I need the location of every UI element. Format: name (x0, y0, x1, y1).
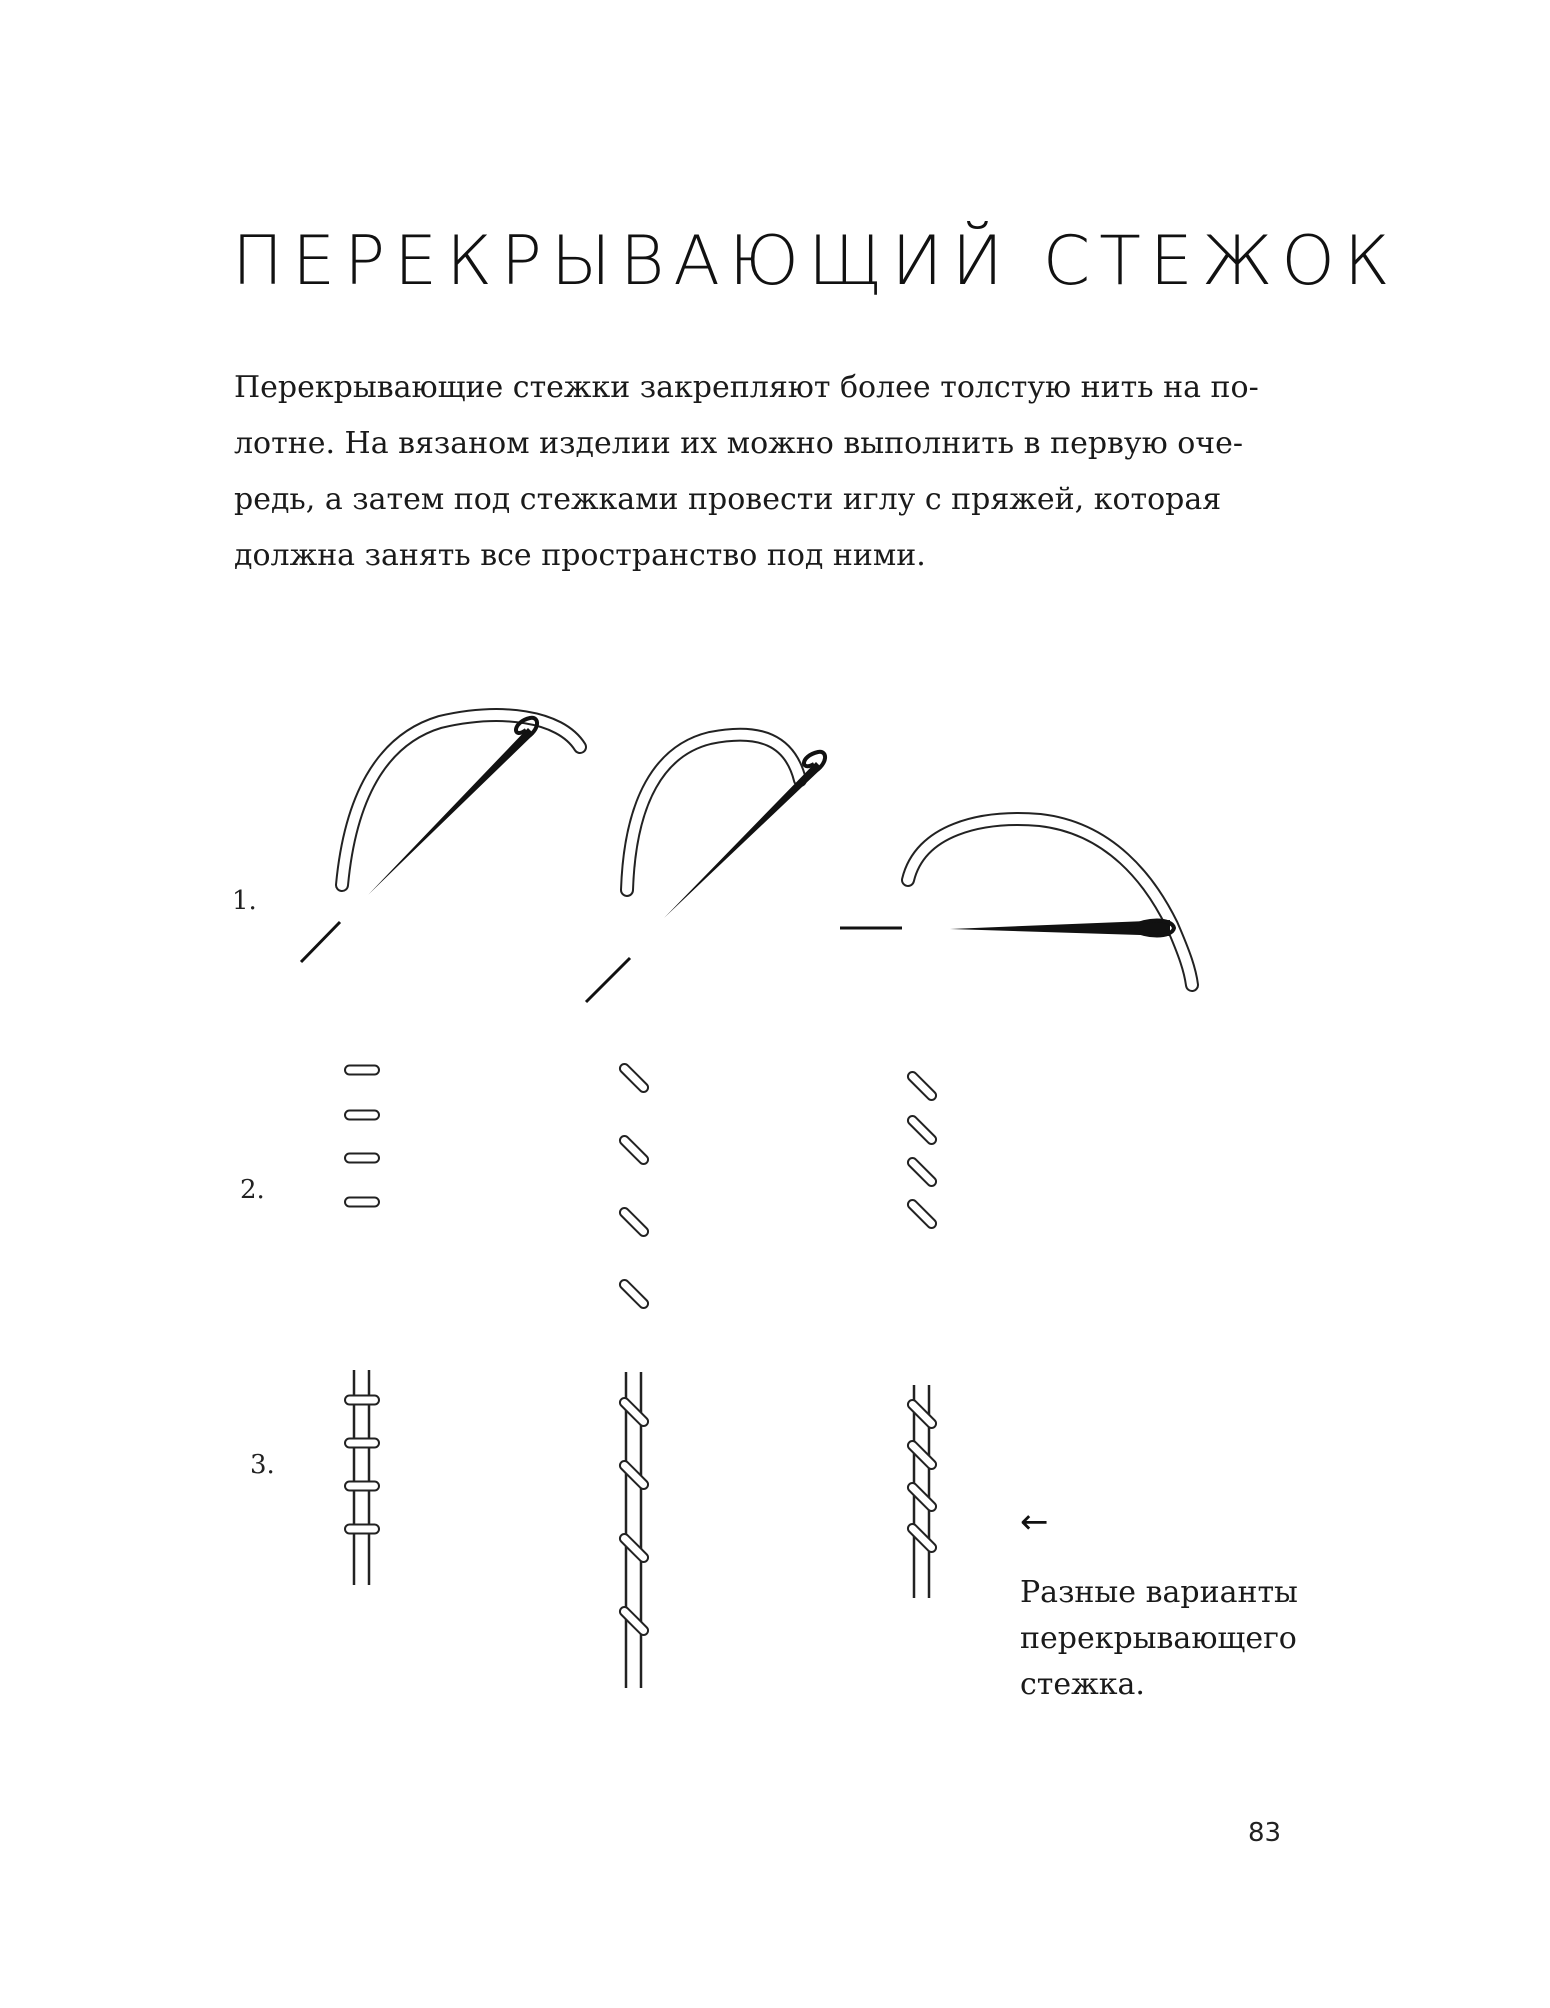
caption-line: стежка. (1020, 1667, 1145, 1702)
needle-tip (301, 922, 340, 962)
stitch (906, 1114, 938, 1146)
step-3-couched-thread-c (906, 1385, 938, 1598)
stitch (618, 1459, 650, 1491)
stitch (906, 1439, 938, 1471)
step-1-needle-b (586, 735, 825, 1002)
stitch (618, 1605, 650, 1637)
stitch (345, 1198, 379, 1207)
stitch (906, 1522, 938, 1554)
stitch (345, 1396, 379, 1405)
stitch (618, 1278, 650, 1310)
step-2-diagonal-stitches-wide (618, 1062, 650, 1310)
row-label-1: 1. (232, 886, 257, 916)
caption-line: перекрывающего (1020, 1621, 1297, 1656)
stitch (906, 1156, 938, 1188)
caption-line: Разные варианты (1020, 1575, 1298, 1610)
needle (664, 762, 822, 918)
stitch (345, 1482, 379, 1491)
arrow-left-icon: ← (1020, 1502, 1049, 1542)
stitch (345, 1111, 379, 1120)
stitch (906, 1481, 938, 1513)
page-title: ПЕРЕКРЫВАЮЩИЙ СТЕЖОК (232, 222, 1399, 301)
stitch (345, 1154, 379, 1163)
intro-line: редь, а затем под стежками провести иглу с пряжей, которая (234, 482, 1222, 517)
intro-line: лотне. На вязаном изделии их можно выполнить в первую оче- (234, 426, 1244, 461)
yarn-thread (908, 819, 1192, 985)
stitch (618, 1134, 650, 1166)
intro-line: Перекрывающие стежки закрепляют более толстую нить на по- (234, 370, 1259, 405)
stitch (618, 1532, 650, 1564)
step-1-needle-a (301, 715, 580, 962)
stitch (906, 1070, 938, 1102)
step-1-needle-c (840, 819, 1192, 985)
stitch (345, 1439, 379, 1448)
stitch (618, 1062, 650, 1094)
step-2-diagonal-stitches-close (906, 1070, 938, 1230)
stitch (345, 1066, 379, 1075)
needle-tip (586, 958, 630, 1002)
page-number: 83 (1248, 1818, 1282, 1848)
step-3-couched-thread-b (618, 1372, 650, 1688)
stitch (618, 1206, 650, 1238)
step-3-couched-thread-a (345, 1370, 379, 1585)
intro-line: должна занять все пространство под ними. (234, 538, 926, 573)
row-label-3: 3. (250, 1450, 275, 1480)
stitch (906, 1198, 938, 1230)
stitch (345, 1525, 379, 1534)
figure-caption (1020, 1570, 1298, 1708)
stitch (618, 1396, 650, 1428)
stitch (906, 1398, 938, 1430)
row-label-2: 2. (240, 1175, 265, 1205)
step-2-horizontal-stitches (345, 1066, 379, 1207)
